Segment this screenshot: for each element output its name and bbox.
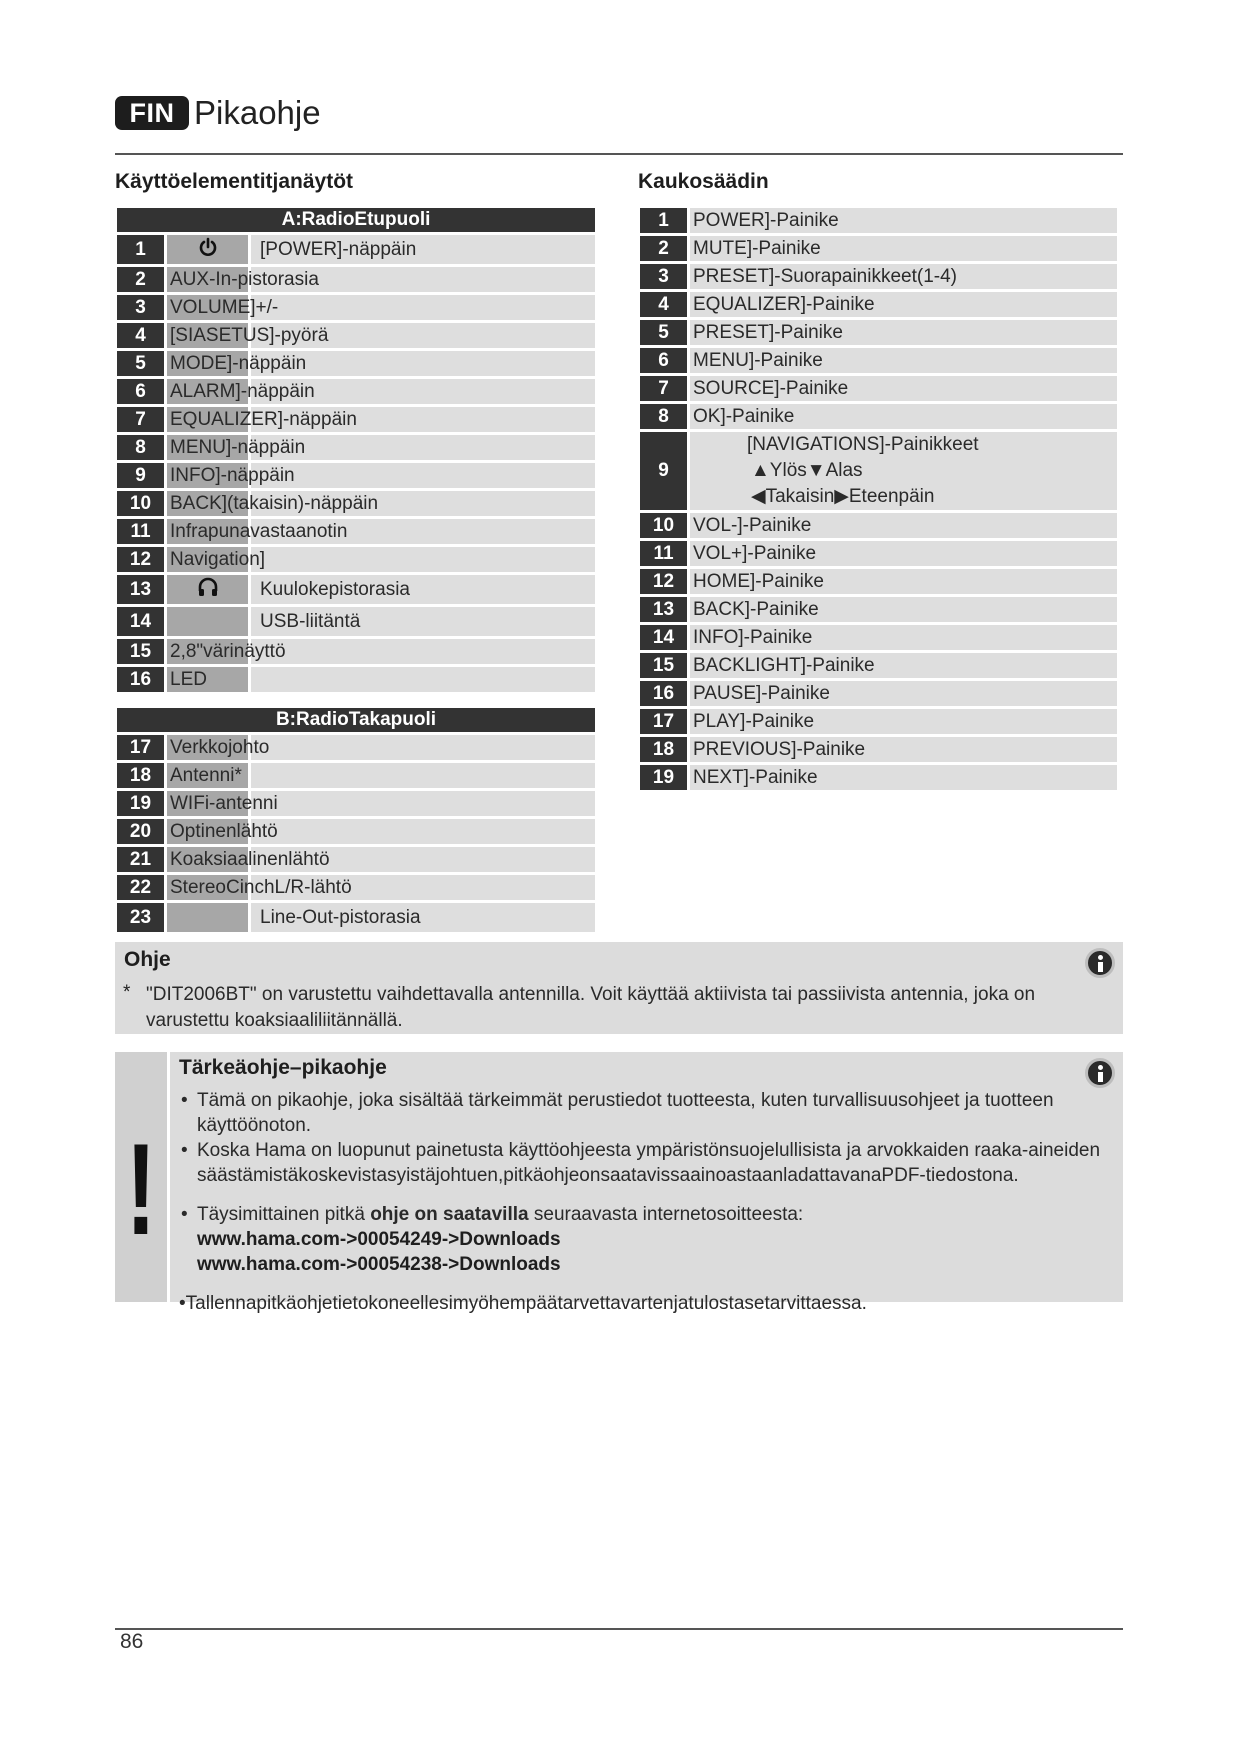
item-number: 16 [640,681,690,706]
download-link[interactable]: www.hama.com->00054238->Downloads [197,1254,561,1275]
item-number: 22 [117,875,167,900]
item-label: VOL+]-Painike [690,541,1117,566]
item-number: 12 [117,547,167,572]
table-row [640,264,1117,289]
bullet-bold-text: ohje on saatavilla [370,1204,529,1225]
item-label: Line-Out-pistorasia [251,903,595,932]
item-label: VOLUME]+/- [167,295,595,320]
item-label: HOME]-Painike [690,569,1117,594]
table-row [117,267,595,292]
table-row [117,351,595,376]
table-row [640,208,1117,233]
table-spacer [117,695,595,705]
item-label: PREVIOUS]-Painike [690,737,1117,762]
item-number: 13 [117,575,167,604]
controls-heading: Käyttöelementitjanäytöt [115,170,354,193]
item-number: 7 [117,407,167,432]
item-label: BACKLIGHT]-Painike [690,653,1117,678]
item-label: 2,8"värinäyttö [167,639,595,664]
item-number: 5 [640,320,690,345]
item-number: 3 [117,295,167,320]
item-number: 14 [640,625,690,650]
note-box [115,942,1123,1034]
table-row [117,323,595,348]
item-label: NEXT]-Painike [690,765,1117,790]
table-row [117,667,595,692]
item-number: 23 [117,903,167,932]
item-label: BACK](takaisin)-näppäin [167,491,595,516]
item-number: 12 [640,569,690,594]
page-header [115,96,321,130]
controls-table [117,205,595,935]
table-row [640,597,1117,622]
item-icon-cell [167,607,251,636]
table-row [117,847,595,872]
item-label: POWER]-Painike [690,208,1117,233]
item-label: StereoCinchL/R-lähtö [167,875,595,900]
item-number: 19 [640,765,690,790]
table-row [117,575,595,604]
item-number: 1 [117,235,167,264]
navigation-item-line: [NAVIGATIONS]-Painikkeet [747,434,979,455]
item-label: INFO]-näppäin [167,463,595,488]
item-label: Navigation] [167,547,595,572]
item-number: 2 [117,267,167,292]
note-asterisk: * [123,982,131,1003]
item-number: 17 [640,709,690,734]
item-label: PAUSE]-Painike [690,681,1117,706]
table-row [640,541,1117,566]
item-number: 20 [117,819,167,844]
item-icon-cell [167,575,251,604]
item-number: 10 [117,491,167,516]
table-row [117,491,595,516]
table-row [640,737,1117,762]
table-row [117,607,595,636]
item-label: WIFi-antenni [167,791,595,816]
page-number: 86 [120,1630,144,1653]
item-label: LED [167,667,595,692]
table-row [117,791,595,816]
table-row [117,379,595,404]
table-section-header [117,708,595,732]
item-label: EQUALIZER]-Painike [690,292,1117,317]
warning-strip [115,1052,170,1302]
table-row [640,765,1117,790]
item-number: 15 [117,639,167,664]
table-row [117,735,595,760]
item-label: Antenni* [167,763,595,788]
item-number: 10 [640,513,690,538]
item-number: 13 [640,597,690,622]
item-label: MENU]-näppäin [167,435,595,460]
item-label: PLAY]-Painike [690,709,1117,734]
important-box [115,1052,1123,1314]
download-link[interactable]: www.hama.com->00054249->Downloads [197,1229,561,1250]
item-number: 15 [640,653,690,678]
info-icon [1085,948,1115,978]
table-row [117,763,595,788]
item-label: SOURCE]-Painike [690,376,1117,401]
item-number: 6 [640,348,690,373]
item-label: OK]-Painike [690,404,1117,429]
item-number: 4 [640,292,690,317]
table-row [640,569,1117,594]
item-label: MENU]-Painike [690,348,1117,373]
item-label: [POWER]-näppäin [251,235,595,264]
section-header-label: A:RadioEtupuoli [117,208,595,232]
table-row [117,295,595,320]
item-label: PRESET]-Painike [690,320,1117,345]
table-row [640,709,1117,734]
item-label: [SIASETUS]-pyörä [167,323,595,348]
item-number: 9 [117,463,167,488]
item-label: BACK]-Painike [690,597,1117,622]
item-label: MUTE]-Painike [690,236,1117,261]
info-icon [1085,1058,1115,1088]
table-row [117,235,595,264]
bullet-text: seuraavasta internetosoitteesta: [528,1204,804,1225]
item-number: 18 [117,763,167,788]
table-row [117,519,595,544]
table-row [640,376,1117,401]
table-row [117,547,595,572]
remote-table [640,205,1117,793]
item-number: 18 [640,737,690,762]
table-row [640,292,1117,317]
item-label: MODE]-näppäin [167,351,595,376]
table-row [640,348,1117,373]
important-bullet: • Koska Hama on luopunut painetusta käyttöohjeesta ympäristönsuojelullisista ja arvokkaiden raaka-aineiden säästämistäkoskevistasyistäjohtuen,pitkäohjeonsaatavissaainoastaanladattavanaPDF-tiedostona. [179,1138,1114,1188]
important-bullet: •Tallennapitkäohjetietokoneellesimyöhempäätarvettavartenjatulostasetarvittaessa. [179,1293,867,1314]
item-number: 4 [117,323,167,348]
navigation-item-cell [690,432,1117,510]
table-row [640,404,1117,429]
important-content [179,1088,1114,1316]
item-number: 17 [117,735,167,760]
table-row [117,435,595,460]
item-number: 1 [640,208,690,233]
item-label: Verkkojohto [167,735,595,760]
item-label: ALARM]-näppäin [167,379,595,404]
item-number: 16 [117,667,167,692]
item-number: 21 [117,847,167,872]
item-number: 11 [640,541,690,566]
table-row [640,653,1117,678]
table-row [640,513,1117,538]
power-icon [198,237,218,257]
exclamation-icon: ! [125,1116,157,1262]
section-header-label: B:RadioTakapuoli [117,708,595,732]
header-rule [115,153,1123,155]
footer-rule [115,1628,1123,1630]
table-row [640,236,1117,261]
item-number: 7 [640,376,690,401]
item-label: VOL-]-Painike [690,513,1117,538]
item-number: 8 [117,435,167,460]
item-icon-cell [167,903,251,932]
item-number: 5 [117,351,167,376]
bullet-text: Täysimittainen pitkä [197,1204,371,1225]
item-number: 9 [640,432,690,510]
note-title: Ohje [124,948,171,971]
item-number: 14 [117,607,167,636]
item-number: 6 [117,379,167,404]
item-label: Optinenlähtö [167,819,595,844]
remote-heading: Kaukosäädin [638,170,769,193]
table-row [117,463,595,488]
important-bullet [179,1202,1114,1227]
table-row [117,639,595,664]
table-row [117,875,595,900]
table-row [640,681,1117,706]
navigation-item-line: ▲Ylös▼Alas [751,460,863,481]
item-icon-cell [167,235,251,264]
item-label: INFO]-Painike [690,625,1117,650]
item-label: AUX-In-pistorasia [167,267,595,292]
navigation-item-line: ◀Takaisin▶Eteenpäin [751,486,935,507]
page-title: Pikaohje [194,94,321,131]
table-row [640,320,1117,345]
item-number: 11 [117,519,167,544]
table-row [640,625,1117,650]
table-row [117,819,595,844]
important-bullet: • Tämä on pikaohje, joka sisältää tärkeimmät perustiedot tuotteesta, kuten turvallisuusohjeet ja tuotteen käyttöönoton. [179,1088,1114,1138]
item-label: Koaksiaalinenlähtö [167,847,595,872]
item-label: USB-liitäntä [251,607,595,636]
headphones-icon [197,577,219,597]
note-text: "DIT2006BT" on varustettu vaihdettavalla antennilla. Voit käyttää aktiivista tai passiivista antennia, joka on varustettu koaksiaaliliitännällä. [146,984,1036,1031]
item-number: 2 [640,236,690,261]
item-label: PRESET]-Suorapainikkeet(1-4) [690,264,1117,289]
table-row [640,432,1117,510]
item-label: Infrapunavastaanotin [167,519,595,544]
item-number: 8 [640,404,690,429]
table-row [117,903,595,932]
item-label: EQUALIZER]-näppäin [167,407,595,432]
item-number: 19 [117,791,167,816]
language-badge: FIN [115,96,189,130]
table-row [117,407,595,432]
item-label: Kuulokepistorasia [251,575,595,604]
table-section-header [117,208,595,232]
item-number: 3 [640,264,690,289]
important-title: Tärkeäohje–pikaohje [179,1056,387,1079]
